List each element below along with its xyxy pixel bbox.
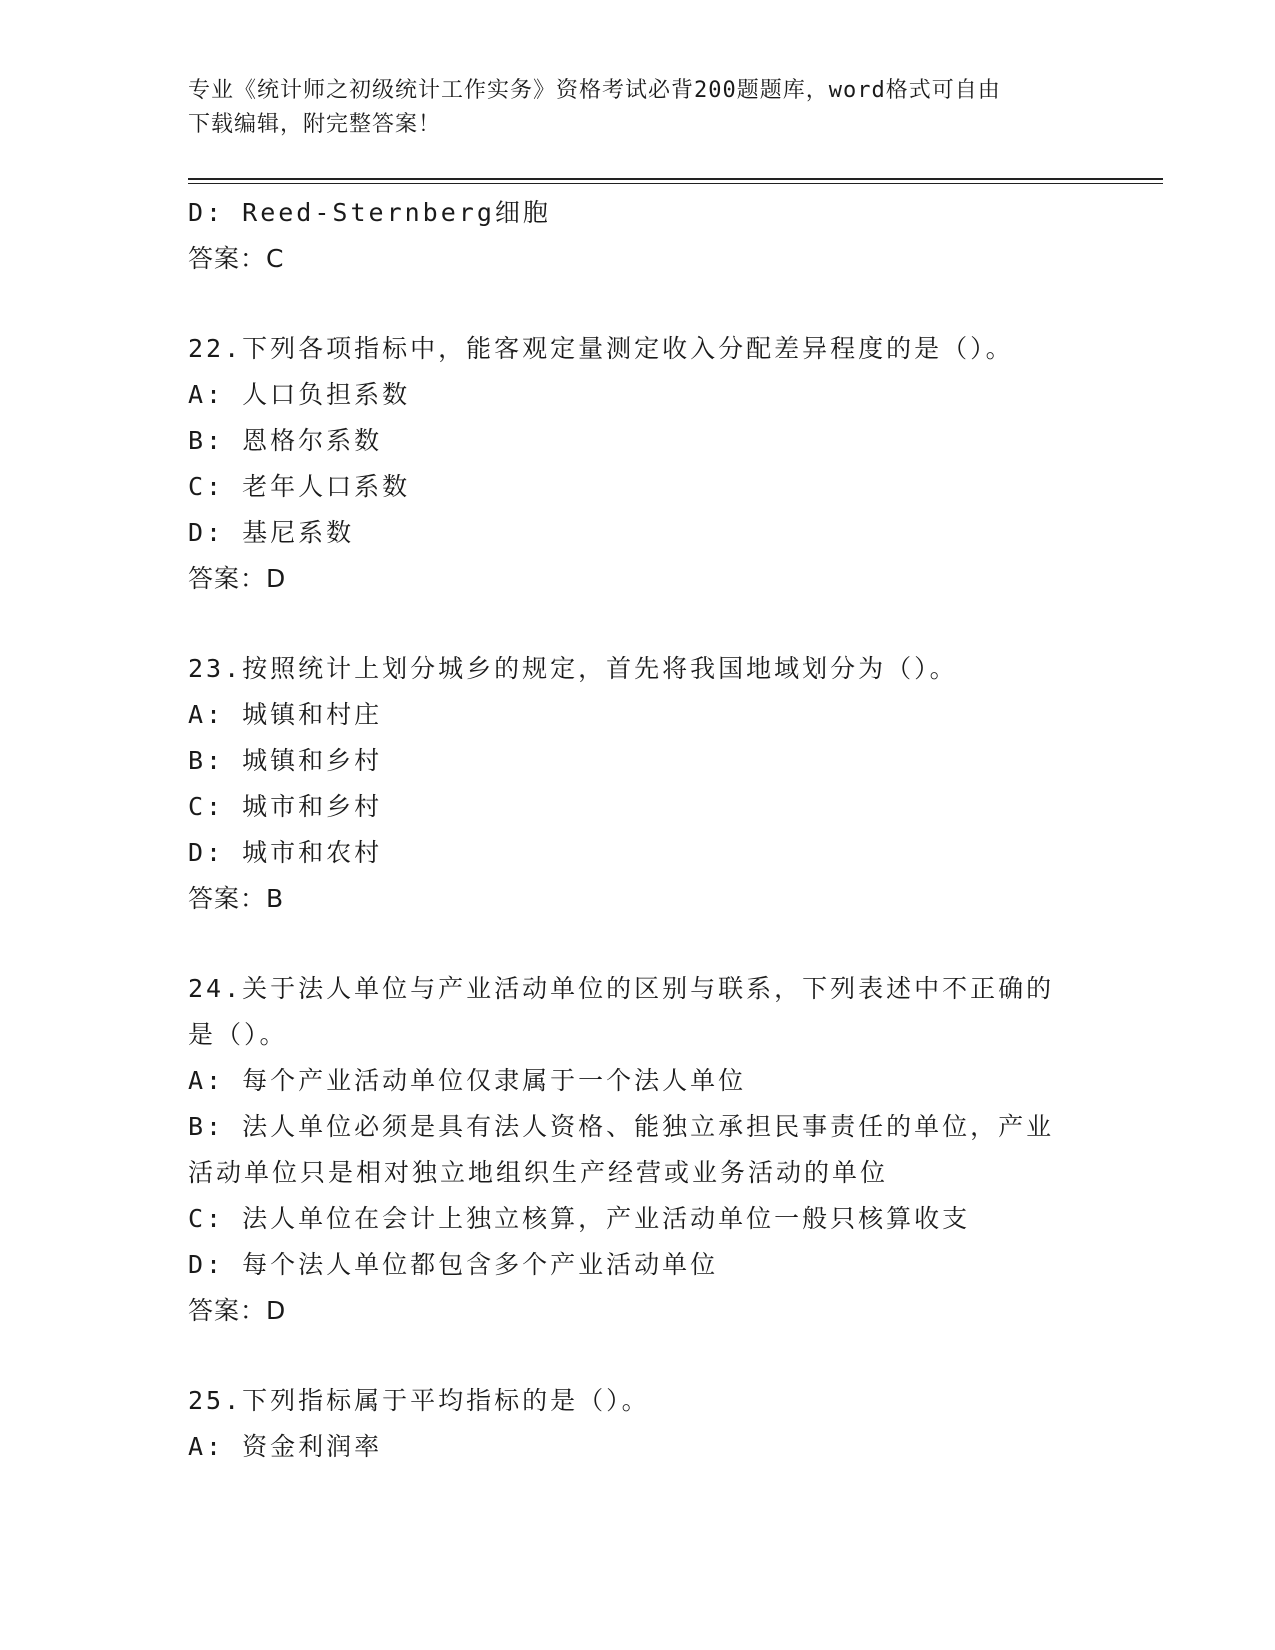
- option-a: A: 城镇和村庄: [188, 700, 383, 729]
- question-stem: 25.下列指标属于平均指标的是（）。: [188, 1386, 650, 1415]
- question-22: [188, 326, 1088, 602]
- option-c: C: 城市和乡村: [188, 792, 383, 821]
- question-24: [188, 966, 1088, 1334]
- question-stem: 22.下列各项指标中，能客观定量测定收入分配差异程度的是（）。: [188, 334, 1014, 363]
- answer-line: 答案：B: [188, 884, 285, 913]
- header-divider-thin: [188, 183, 1163, 184]
- option-b: B: 城镇和乡村: [188, 746, 383, 775]
- header-line-2: 下载编辑，附完整答案！: [188, 112, 442, 137]
- previous-question-tail: [188, 190, 1088, 282]
- option-b-line-1: B: 法人单位必须是具有法人资格、能独立承担民事责任的单位，产业: [188, 1112, 1055, 1141]
- question-23: [188, 646, 1088, 922]
- option-b: B: 恩格尔系数: [188, 426, 383, 455]
- answer-line: 答案：C: [188, 244, 285, 273]
- question-stem-line-1: 24.关于法人单位与产业活动单位的区别与联系，下列表述中不正确的: [188, 974, 1055, 1003]
- question-stem: 23.按照统计上划分城乡的规定，首先将我国地域划分为（）。: [188, 654, 958, 683]
- option-d: D: 城市和农村: [188, 838, 383, 867]
- question-25: [188, 1378, 1088, 1470]
- question-list: [188, 190, 1088, 1470]
- answer-line: 答案：D: [188, 564, 287, 593]
- header-divider-thick: [188, 178, 1163, 180]
- answer-line: 答案：D: [188, 1296, 287, 1325]
- option-a: A: 人口负担系数: [188, 380, 411, 409]
- option-b-line-2: 活动单位只是相对独立地组织生产经营或业务活动的单位: [188, 1158, 889, 1187]
- question-stem-line-2: 是（）。: [188, 1020, 288, 1049]
- option-d: D: Reed-Sternberg细胞: [188, 198, 551, 227]
- option-a: A: 每个产业活动单位仅隶属于一个法人单位: [188, 1066, 747, 1095]
- option-a: A: 资金利润率: [188, 1432, 383, 1461]
- option-c: C: 法人单位在会计上独立核算，产业活动单位一般只核算收支: [188, 1204, 971, 1233]
- option-c: C: 老年人口系数: [188, 472, 411, 501]
- document-header: [188, 74, 1088, 142]
- option-d: D: 每个法人单位都包含多个产业活动单位: [188, 1250, 719, 1279]
- option-d: D: 基尼系数: [188, 518, 355, 547]
- header-line-1: 专业《统计师之初级统计工作实务》资格考试必背200题题库，word格式可自由: [188, 78, 1001, 103]
